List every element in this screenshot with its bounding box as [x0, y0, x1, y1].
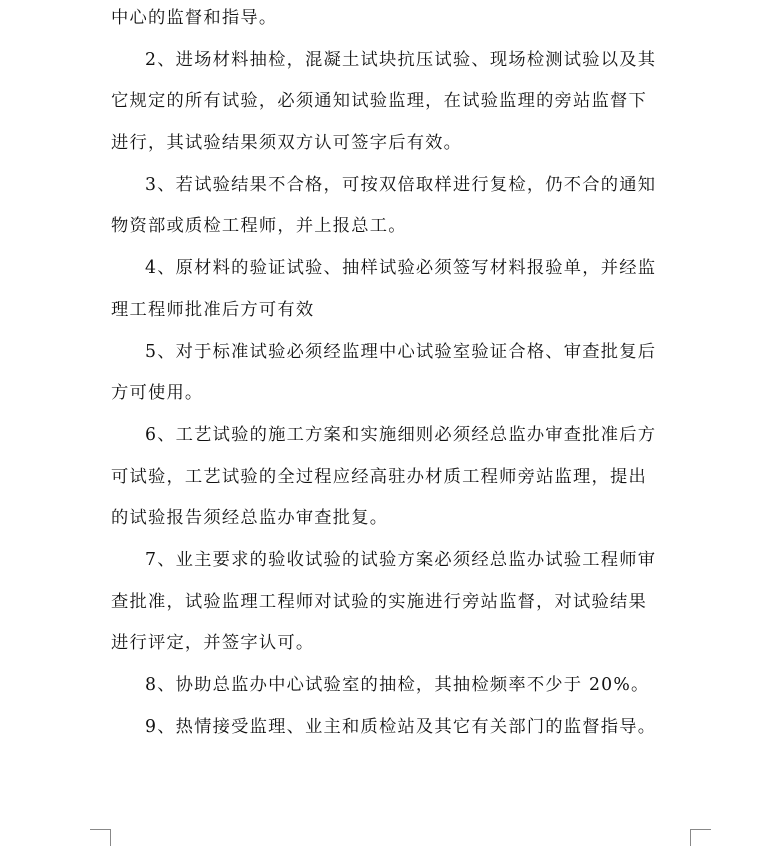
paragraph-line: 6、工艺试验的施工方案和实施细则必须经总监办审查批准后方	[145, 424, 657, 445]
paragraph-line: 查批准，试验监理工程师对试验的实施进行旁站监督，对试验结果	[111, 591, 647, 612]
page-corner-mark-right	[690, 829, 711, 846]
paragraph-line: 中心的监督和指导。	[111, 8, 278, 28]
paragraph-line: 3、若试验结果不合格，可按双倍取样进行复检，仍不合的通知	[145, 174, 657, 195]
paragraph-line: 5、对于标准试验必须经监理中心试验室验证合格、审查批复后	[145, 341, 657, 362]
paragraph-line: 方可使用。	[111, 383, 204, 404]
paragraph-line: 7、业主要求的验收试验的试验方案必须经总监办试验工程师审	[145, 549, 657, 570]
document-body	[111, 0, 689, 748]
paragraph-line: 4、原材料的验证试验、抽样试验必须签写材料报验单，并经监	[145, 258, 657, 279]
paragraph-line: 理工程师批准后方可有效	[111, 299, 315, 320]
paragraph-line: 的试验报告须经总监办审查批复。	[111, 508, 389, 529]
page-corner-mark-left	[90, 829, 111, 846]
paragraph-line: 9、热情接受监理、业主和质检站及其它有关部门的监督指导。	[145, 716, 657, 737]
paragraph-line: 进行，其试验结果须双方认可签字后有效。	[111, 133, 463, 154]
paragraph-line: 进行评定，并签字认可。	[111, 633, 315, 654]
paragraph-line: 可试验，工艺试验的全过程应经高驻办材质工程师旁站监理，提出	[111, 466, 647, 487]
paragraph-line: 物资部或质检工程师，并上报总工。	[111, 216, 407, 237]
paragraph-line: 2、进场材料抽检，混凝土试块抗压试验、现场检测试验以及其	[145, 49, 657, 70]
paragraph-line: 它规定的所有试验，必须通知试验监理，在试验监理的旁站监督下	[111, 91, 647, 112]
paragraph-line: 8、协助总监办中心试验室的抽检，其抽检频率不少于 20%。	[145, 675, 650, 695]
